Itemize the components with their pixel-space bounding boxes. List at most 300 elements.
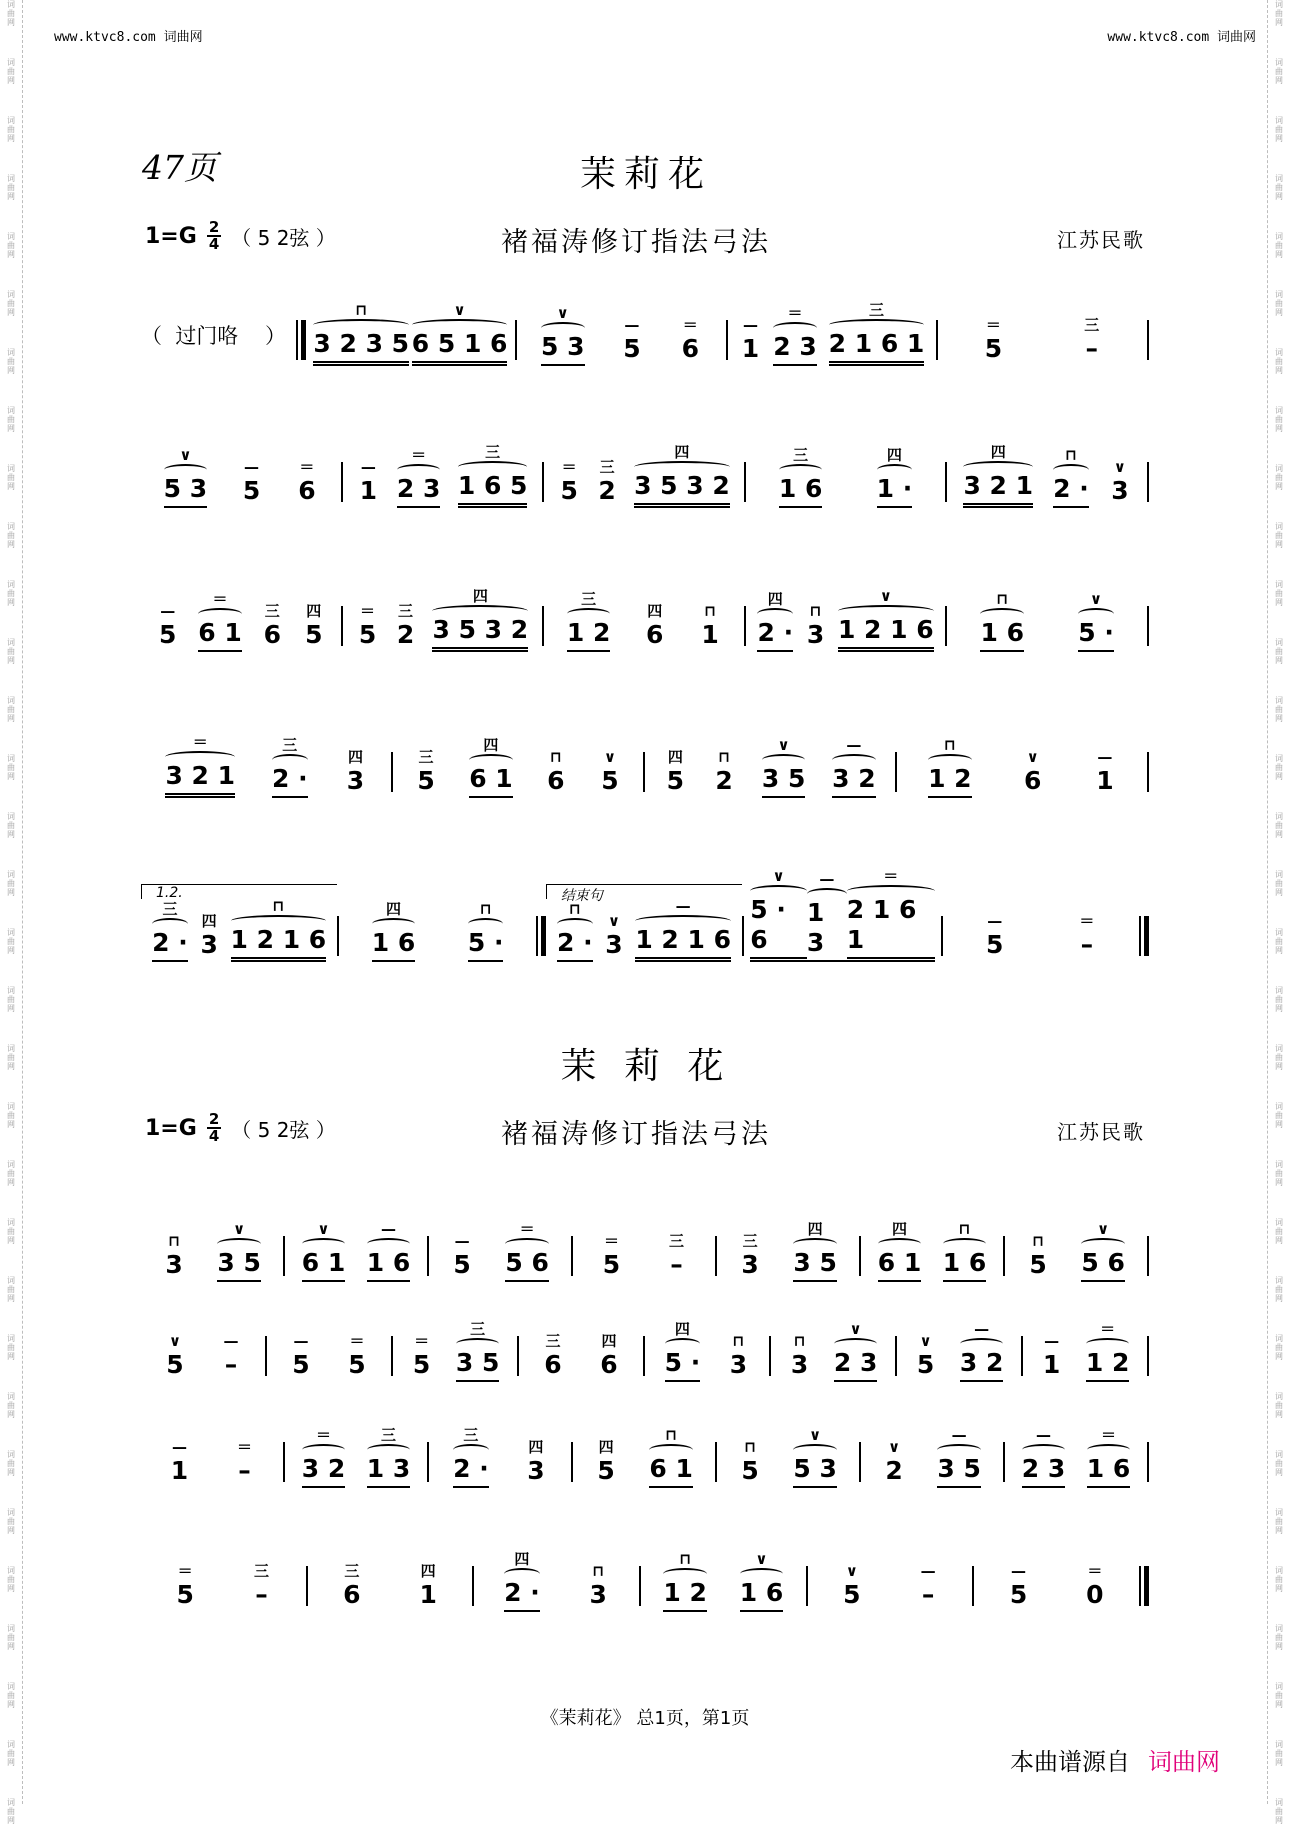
bowing-mark: ⊓	[679, 1550, 692, 1568]
note-digits: 1 3	[807, 898, 847, 962]
note-digits: 5	[305, 620, 323, 649]
note-group	[1086, 1320, 1130, 1382]
bowing-mark: ⊓	[549, 748, 562, 766]
song1-time-bottom: 4	[208, 235, 220, 253]
watermark-text: 词 曲 网	[7, 1044, 15, 1071]
bowing-mark: ⊓	[958, 1220, 971, 1238]
bowing-mark: ＝	[682, 316, 698, 334]
bowing-mark: 四	[891, 1220, 907, 1238]
note-digits: 2 1 6 1	[847, 895, 935, 962]
note-digits: 2	[598, 476, 616, 505]
measure	[141, 568, 341, 652]
repeat-start-barline	[296, 320, 306, 360]
bowing-mark: ∨	[888, 1438, 901, 1456]
note-digits: 1	[419, 1580, 437, 1609]
measure	[717, 1198, 859, 1282]
note-group	[451, 1232, 473, 1282]
note-digits: 5	[597, 1456, 615, 1485]
bowing-mark: 三	[380, 1426, 396, 1444]
measure	[141, 1528, 306, 1612]
note-digits: 5	[159, 620, 177, 649]
note-digits: 5	[843, 1580, 861, 1609]
bowing-mark: ⊓	[718, 748, 731, 766]
note-group	[241, 458, 263, 508]
bowing-mark: 四	[667, 748, 683, 766]
bowing-mark: 四	[483, 736, 499, 754]
note-digits: –	[255, 1580, 268, 1609]
note-digits: 6	[681, 334, 700, 363]
note-group	[558, 458, 580, 508]
note-digits: 3 2	[960, 1348, 1004, 1382]
bowing-mark: —	[360, 458, 376, 476]
watermark-text: 词 曲 网	[7, 58, 15, 85]
bowing-mark: 三	[264, 602, 280, 620]
note-group	[458, 443, 528, 508]
note-group	[261, 602, 283, 652]
note-group	[272, 736, 308, 798]
note-group	[599, 748, 621, 798]
watermark-text: 词 曲 网	[7, 812, 15, 839]
watermark-text: 词 曲 网	[1275, 0, 1283, 27]
note-group	[417, 1562, 439, 1612]
barline	[1147, 1442, 1149, 1482]
note-digits: 1 6	[779, 474, 823, 508]
note-digits: 2 3	[1022, 1454, 1066, 1488]
bowing-mark: ∨	[772, 867, 785, 885]
watermark-text: 词 曲 网	[7, 232, 15, 259]
bowing-mark: 四	[528, 1438, 544, 1456]
note-digits: 3	[729, 1350, 748, 1379]
note-digits: 5 3	[793, 1454, 837, 1488]
bowing-mark: ⊓	[568, 900, 581, 918]
bowing-mark: 四	[807, 1220, 823, 1238]
note-digits: 5	[412, 1350, 431, 1379]
note-group	[847, 867, 935, 962]
final-barline	[1139, 916, 1149, 956]
watermark-text: 词 曲 网	[7, 638, 15, 665]
note-digits: 5	[1009, 1580, 1028, 1609]
barline	[1147, 606, 1149, 646]
note-group	[757, 590, 793, 652]
note-digits: 5	[242, 476, 261, 505]
note-digits: 5	[1029, 1250, 1047, 1279]
note-group	[666, 1232, 688, 1282]
note-digits: 2 1 6 1	[829, 329, 925, 366]
watermark-text: 词 曲 网	[1275, 290, 1283, 317]
note-digits: 6	[298, 476, 316, 505]
measure	[974, 1528, 1139, 1612]
bowing-mark: ＝	[985, 316, 1001, 334]
bowing-mark: 三	[253, 1562, 269, 1580]
bowing-mark: —	[172, 1438, 187, 1456]
right-watermark-strip	[1267, 0, 1290, 1825]
note-group	[290, 1332, 312, 1382]
bowing-mark: —	[1036, 1426, 1051, 1444]
note-group	[456, 1320, 500, 1382]
note-group	[960, 1320, 1004, 1382]
note-digits: 6 1	[878, 1248, 922, 1282]
song1-time-signature	[207, 220, 221, 252]
note-digits: 5	[984, 334, 1003, 363]
note-group	[525, 1438, 547, 1488]
note-group	[1094, 748, 1116, 798]
note-group	[469, 736, 513, 798]
bowing-mark: ⊓	[355, 301, 368, 319]
note-group	[750, 867, 807, 962]
bowing-mark: —	[1044, 1332, 1060, 1350]
note-digits: 6 1	[302, 1248, 346, 1282]
note-digits: 1	[701, 620, 719, 649]
song2-tuning: （ 5 2弦 ）	[231, 1117, 336, 1142]
note-group	[367, 1220, 411, 1282]
bowing-mark: ⊓	[1032, 1232, 1045, 1250]
watermark-text: 词 曲 网	[7, 522, 15, 549]
bowing-mark: 四	[674, 443, 690, 461]
watermark-text: 词 曲 网	[1275, 232, 1283, 259]
bowing-mark: ＝	[212, 590, 228, 608]
site-link-left[interactable]: www.ktvc8.com 词曲网	[54, 30, 203, 45]
watermark-text: 词 曲 网	[1275, 464, 1283, 491]
note-group	[739, 316, 761, 366]
bowing-mark: ∨	[453, 301, 466, 319]
note-digits: 3 2	[832, 764, 876, 798]
watermark-text: 词 曲 网	[7, 1334, 15, 1361]
note-group	[1076, 912, 1098, 962]
measure	[746, 568, 946, 652]
note-group	[250, 1562, 272, 1612]
song1-title: 茉莉花	[579, 154, 712, 195]
bowing-mark: ⊓	[809, 602, 822, 620]
measure	[544, 568, 744, 652]
song2-time-signature	[207, 1112, 221, 1144]
watermark-text: 词 曲 网	[1275, 638, 1283, 665]
song2-subtitle: 褚福涛修订指法弓法	[501, 1119, 771, 1150]
watermark-text: 词 曲 网	[7, 464, 15, 491]
note-digits: 3 2	[302, 1454, 346, 1488]
bowing-mark: —	[920, 1562, 936, 1580]
bowing-mark: ⊓	[704, 602, 717, 620]
note-group	[1084, 1562, 1106, 1612]
note-digits: 5	[292, 1350, 310, 1379]
note-digits: 3 2 1	[165, 761, 235, 798]
note-digits: 1 3	[367, 1454, 411, 1488]
bowing-mark: ＝	[603, 1232, 619, 1250]
bowing-mark: 四	[385, 900, 401, 918]
bowing-mark: ⊓	[943, 736, 956, 754]
note-digits: 6	[263, 620, 281, 649]
bowing-mark: 三	[742, 1232, 758, 1250]
song1-tuning: （ 5 2弦 ）	[231, 225, 336, 250]
note-group	[220, 1332, 242, 1382]
measure	[947, 424, 1147, 508]
watermark-text: 词 曲 网	[7, 1566, 15, 1593]
note-group	[644, 602, 666, 652]
watermark-text: 词 曲 网	[1275, 1276, 1283, 1303]
note-digits: 5	[358, 620, 377, 649]
note-group	[169, 1438, 191, 1488]
note-digits: 5	[986, 930, 1004, 959]
measure	[645, 1298, 769, 1382]
note-digits: 1 2 1 6	[635, 925, 731, 962]
measure	[744, 867, 940, 962]
watermark-text: 词 曲 网	[1275, 406, 1283, 433]
staff-row	[141, 1528, 1149, 1612]
note-group	[740, 1550, 784, 1612]
note-group	[1081, 1220, 1125, 1282]
bowing-mark: 四	[201, 912, 217, 930]
watermark-text: 词 曲 网	[7, 1508, 15, 1535]
note-group	[915, 1332, 937, 1382]
note-group	[587, 1562, 609, 1612]
bowing-mark: ⊓	[744, 1438, 757, 1456]
bowing-mark: 三	[668, 1232, 684, 1250]
barline	[1147, 1336, 1149, 1376]
note-group	[739, 1232, 761, 1282]
bowing-mark: 三	[868, 301, 884, 319]
note-group	[397, 446, 441, 508]
bowing-mark: 四	[990, 443, 1006, 461]
note-group	[664, 748, 686, 798]
bowing-mark: ⊓	[996, 590, 1009, 608]
measure	[343, 424, 543, 508]
staff-row	[141, 714, 1149, 798]
song2-title: 茉 莉 花	[560, 1046, 732, 1087]
note-group	[357, 602, 379, 652]
measure	[1023, 1298, 1147, 1382]
measure	[141, 1404, 283, 1488]
note-group	[841, 1562, 863, 1612]
bowing-mark: ＝	[414, 1332, 430, 1350]
measure	[573, 1198, 715, 1282]
note-digits: 5	[601, 766, 619, 795]
note-group	[699, 602, 721, 652]
measure	[141, 878, 337, 962]
watermark-text: 词 曲 网	[7, 116, 15, 143]
watermark-text: 词 曲 网	[1275, 1102, 1283, 1129]
song2-composer: 江苏民歌	[1057, 1120, 1145, 1144]
watermark-text: 词 曲 网	[7, 1276, 15, 1303]
note-digits: 1	[741, 334, 760, 363]
note-digits: 5	[602, 1250, 621, 1279]
song2-time-top: 2	[208, 1110, 220, 1128]
note-digits: 6	[1024, 766, 1042, 795]
bowing-mark: ∨	[1089, 590, 1103, 608]
final-barline	[1139, 1566, 1149, 1606]
note-group	[984, 912, 1006, 962]
note-digits: 1 6 5	[458, 471, 528, 508]
note-digits: 3	[346, 766, 365, 795]
note-digits: 5	[176, 1580, 194, 1609]
note-digits: 2 3	[773, 332, 817, 366]
song2-header	[145, 1112, 1145, 1152]
note-group	[1109, 458, 1131, 508]
note-digits: 1	[359, 476, 378, 505]
bowing-mark: 三	[793, 446, 809, 464]
source-credit	[1010, 1742, 1220, 1777]
bowing-mark: ＝	[1079, 912, 1095, 930]
bowing-mark: ⊓	[168, 1232, 181, 1250]
staff-row	[141, 282, 1149, 366]
note-group	[980, 590, 1024, 652]
bowing-mark: ＝	[411, 446, 427, 464]
watermark-text: 词 曲 网	[7, 0, 15, 27]
note-group	[663, 1550, 707, 1612]
bowing-mark: ＝	[349, 1332, 365, 1350]
watermark-text: 词 曲 网	[1275, 870, 1283, 897]
note-group	[567, 590, 611, 652]
page-footer: 《茉莉花》 总1页，第1页	[540, 1708, 750, 1729]
note-digits: 3	[589, 1580, 607, 1609]
note-digits: 5	[453, 1250, 471, 1279]
left-watermark-strip	[0, 0, 23, 1825]
page-number: 47页	[142, 148, 217, 187]
note-group	[789, 1332, 811, 1382]
watermark-text: 词 曲 网	[1275, 754, 1283, 781]
measure	[517, 282, 726, 366]
watermark-text: 词 曲 网	[7, 1798, 15, 1825]
bowing-mark: —	[1097, 748, 1113, 766]
watermark-text: 词 曲 网	[1275, 174, 1283, 201]
note-group	[603, 912, 625, 962]
note-group	[832, 736, 876, 798]
note-digits: 3 5	[762, 764, 806, 798]
watermark-text: 词 曲 网	[1275, 116, 1283, 143]
bowing-mark: 四	[601, 1332, 617, 1350]
bowing-mark: ＝	[192, 733, 208, 751]
song2-time-bottom: 4	[208, 1127, 220, 1145]
bowing-mark: ∨	[317, 1220, 330, 1238]
note-digits: 5	[348, 1350, 366, 1379]
note-digits: 2 3	[397, 474, 441, 508]
song2-key: 1=G	[145, 1115, 197, 1141]
bowing-mark: ＝	[1100, 1320, 1116, 1338]
note-digits: 2 ·	[504, 1578, 540, 1612]
measure	[141, 714, 391, 798]
note-group	[713, 748, 735, 798]
note-group	[432, 587, 528, 652]
note-digits: –	[238, 1456, 251, 1485]
measure	[947, 568, 1147, 652]
note-group	[1053, 446, 1089, 508]
watermark-text: 词 曲 网	[1275, 696, 1283, 723]
bowing-mark: —	[293, 1332, 309, 1350]
note-digits: 5	[623, 334, 641, 363]
note-group	[598, 1332, 620, 1382]
note-group	[231, 897, 327, 962]
note-digits: 1 2 1 6	[231, 925, 327, 962]
note-digits: 5	[916, 1350, 935, 1379]
note-digits: 3 2 1	[963, 471, 1033, 508]
watermark-text: 词 曲 网	[1275, 1392, 1283, 1419]
measure	[141, 1198, 283, 1282]
note-digits: 2	[396, 620, 415, 649]
bowing-mark: ＝	[315, 1426, 331, 1444]
intro-label: （ 过门咯 ）	[141, 324, 287, 348]
note-digits: 5 ·	[665, 1348, 701, 1382]
bowing-mark: 四	[674, 1320, 690, 1338]
measure	[339, 878, 535, 962]
measure	[285, 1198, 427, 1282]
note-digits: 5 6	[1081, 1248, 1125, 1282]
note-group	[1022, 748, 1044, 798]
note-digits: 1 2	[928, 764, 972, 798]
watermark-text: 词 曲 网	[7, 1450, 15, 1477]
measure	[641, 1528, 806, 1612]
bowing-mark: ⊓	[665, 1426, 678, 1444]
note-group	[174, 1562, 196, 1612]
bowing-mark: ⊓	[272, 897, 285, 915]
note-digits: 6 5 1 6	[412, 329, 508, 366]
bowing-mark: ⊓	[793, 1332, 806, 1350]
note-digits: 3	[605, 930, 623, 959]
bowing-mark: —	[624, 316, 640, 334]
measure	[1005, 1404, 1147, 1488]
bowing-mark: ∨	[845, 1562, 858, 1580]
measure	[544, 424, 744, 508]
bowing-mark: ＝	[883, 867, 899, 885]
note-digits: 1 6	[367, 1248, 411, 1282]
watermark-text: 词 曲 网	[7, 1102, 15, 1129]
bowing-mark: 四	[767, 590, 783, 608]
bowing-mark: 三	[282, 736, 298, 754]
site-link-right[interactable]: www.ktvc8.com 词曲网	[1107, 30, 1256, 45]
note-group	[878, 1220, 922, 1282]
note-digits: 2 ·	[1053, 474, 1089, 508]
note-group	[1027, 1232, 1049, 1282]
note-digits: 6	[343, 1580, 361, 1609]
note-digits: 1	[1042, 1350, 1061, 1379]
note-digits: 1 2	[663, 1578, 707, 1612]
note-digits: 3	[527, 1456, 545, 1485]
note-digits: 1	[170, 1456, 189, 1485]
bowing-mark: 三	[1084, 316, 1100, 334]
note-digits: 1 2	[567, 618, 611, 652]
source-brand-link[interactable]: 词曲网	[1148, 1748, 1220, 1776]
note-group	[357, 458, 379, 508]
staff-row	[141, 1404, 1149, 1488]
note-group	[838, 587, 934, 652]
note-group	[665, 1320, 701, 1382]
bowing-mark: ∨	[233, 1220, 246, 1238]
measure	[746, 424, 946, 508]
note-group	[341, 1562, 363, 1612]
bowing-mark: ⊓	[592, 1562, 605, 1580]
bowing-mark: ⊓	[479, 900, 492, 918]
bowing-mark: ∨	[809, 1426, 822, 1444]
note-group	[1041, 1332, 1063, 1382]
note-digits: 6	[600, 1350, 618, 1379]
bowing-mark: 三	[581, 590, 597, 608]
note-group	[739, 1438, 761, 1488]
note-group	[807, 870, 847, 962]
measure	[938, 282, 1147, 366]
note-group	[829, 301, 925, 366]
bowing-mark: —	[819, 870, 835, 888]
note-group	[453, 1426, 489, 1488]
watermark-text: 词 曲 网	[7, 1624, 15, 1651]
bowing-mark: ＝	[787, 304, 803, 322]
bowing-mark: —	[160, 602, 176, 620]
note-digits: 0	[1086, 1580, 1104, 1609]
bowing-mark: —	[223, 1332, 239, 1350]
barline	[1147, 1236, 1149, 1276]
bowing-mark: 四	[472, 587, 488, 605]
watermark-text: 词 曲 网	[1275, 1160, 1283, 1187]
note-digits: 1	[1096, 766, 1114, 795]
note-digits: –	[224, 1350, 238, 1379]
note-digits: 1 6	[943, 1248, 987, 1282]
note-digits: 6 1	[198, 618, 242, 652]
